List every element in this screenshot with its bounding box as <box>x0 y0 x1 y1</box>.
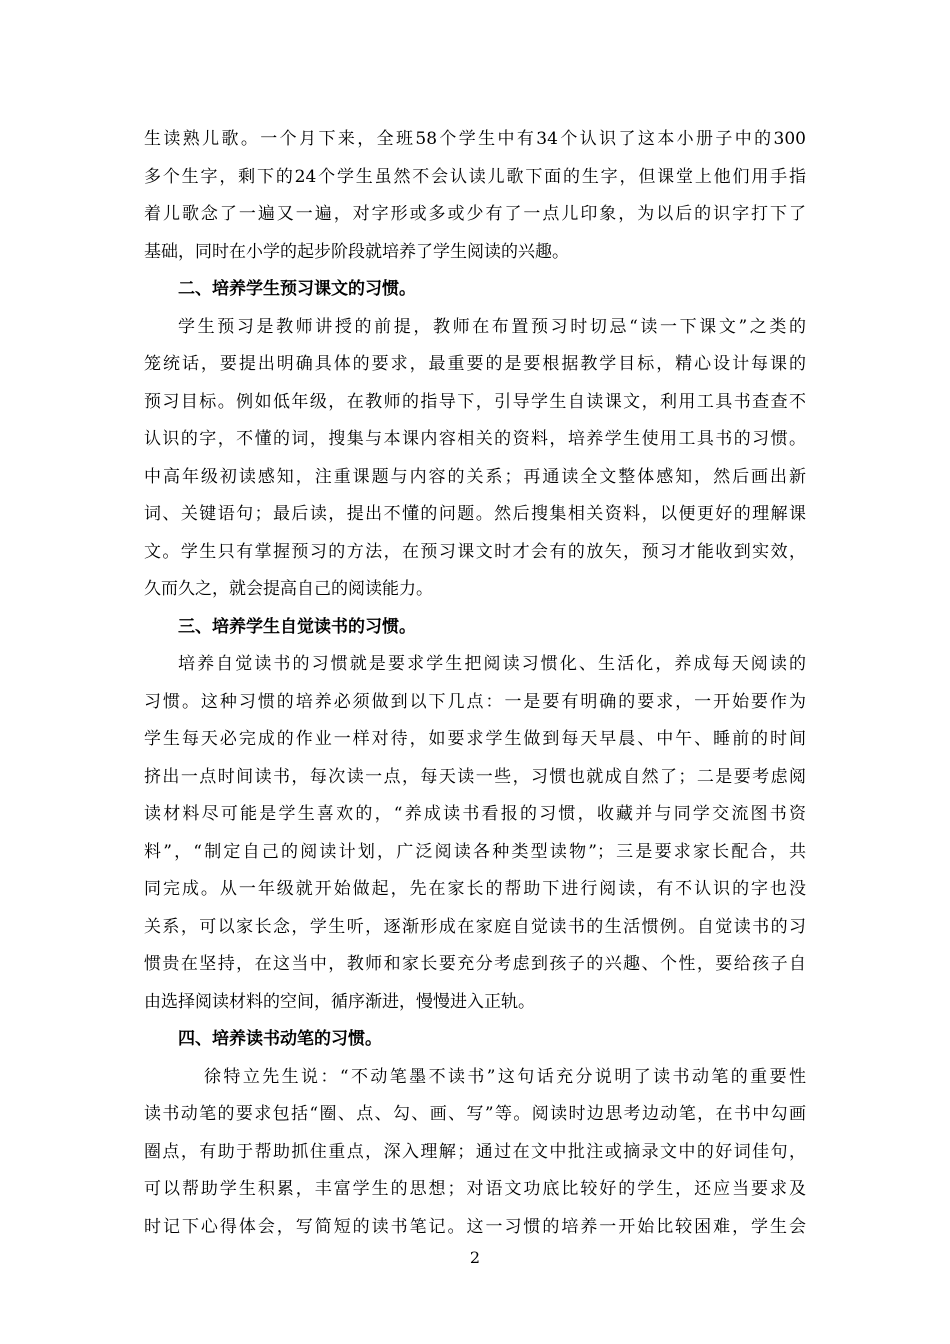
text-line: 认识的字，不懂的词，搜集与本课内容相关的资料，培养学生使用工具书的习惯。 <box>144 429 806 449</box>
text-line: 关系，可以家长念，学生听，逐渐形成在家庭自觉读书的生活惯例。自觉读书的习 <box>144 916 806 937</box>
text-line: 同完成。从一年级就开始做起，先在家长的帮助下进行阅读，有不认识的字也没 <box>144 879 806 899</box>
text-line: 多个生字，剩下的24个学生虽然不会认读儿歌下面的生字，但课堂上他们用手指 <box>144 166 806 187</box>
section-heading: 二、培养学生预习课文的习惯。 <box>178 279 416 299</box>
text-line: 着儿歌念了一遍又一遍，对字形或多或少有了一点儿印象，为以后的识字打下了 <box>144 204 806 224</box>
text-line: 习惯。这种习惯的培养必须做到以下几点：一是要有明确的要求，一开始要作为 <box>144 691 806 712</box>
text-line: 基础，同时在小学的起步阶段就培养了学生阅读的兴趣。 <box>144 241 569 262</box>
text-line: 生读熟儿歌。一个月下来，全班58个学生中有34个认识了这本小册子中的300 <box>144 129 806 149</box>
text-line: 可以帮助学生积累，丰富学生的思想；对语文功底比较好的学生，还应当要求及 <box>144 1179 806 1199</box>
text-line: 惯贵在坚持，在这当中，教师和家长要充分考虑到孩子的兴趣、个性，要给孩子自 <box>144 954 806 974</box>
page-number: 2 <box>469 1248 481 1267</box>
text-line: 读材料尽可能是学生喜欢的，“养成读书看报的习惯，收藏并与同学交流图书资 <box>144 804 806 824</box>
text-line: 培养自觉读书的习惯就是要求学生把阅读习惯化、生活化，养成每天阅读的 <box>178 654 806 674</box>
text-line: 久而久之，就会提高自己的阅读能力。 <box>144 579 433 599</box>
text-line: 文。学生只有掌握预习的方法，在预习课文时才会有的放矢，预习才能收到实效， <box>144 541 806 562</box>
text-line: 挤出一点时间读书，每次读一点，每天读一些，习惯也就成自然了；二是要考虑阅 <box>144 766 806 787</box>
text-line: 笼统话，要提出明确具体的要求，最重要的是要根据教学目标，精心设计每课的 <box>144 354 806 374</box>
text-line: 学生预习是教师讲授的前提，教师在布置预习时切忌“读一下课文”之类的 <box>178 316 806 337</box>
text-line: 读书动笔的要求包括“圈、点、勾、画、写”等。阅读时边思考边动笔，在书中勾画 <box>144 1104 806 1124</box>
text-line: 中高年级初读感知，注重课题与内容的关系；再通读全文整体感知，然后画出新 <box>144 466 806 487</box>
text-line: 料”，“制定自己的阅读计划，广泛阅读各种类型读物”；三是要求家长配合，共 <box>144 841 806 862</box>
text-line: 时记下心得体会，写简短的读书笔记。这一习惯的培养一开始比较困难，学生会 <box>144 1216 806 1237</box>
text-line: 圈点，有助于帮助抓住重点，深入理解；通过在文中批注或摘录文中的好词佳句， <box>144 1141 806 1162</box>
section-heading: 四、培养读书动笔的习惯。 <box>178 1029 382 1049</box>
text-line: 由选择阅读材料的空间，循序渐进，慢慢进入正轨。 <box>144 991 535 1012</box>
section-heading: 三、培养学生自觉读书的习惯。 <box>178 616 416 637</box>
text-line: 学生每天必完成的作业一样对待，如要求学生做到每天早晨、中午、睡前的时间 <box>144 729 806 749</box>
text-line: 徐特立先生说：“不动笔墨不读书”这句话充分说明了读书动笔的重要性 <box>204 1066 806 1087</box>
text-line: 预习目标。例如低年级，在教师的指导下，引导学生自读课文，利用工具书查查不 <box>144 391 806 412</box>
text-line: 词、关键语句；最后读，提出不懂的问题。然后搜集相关资料，以便更好的理解课 <box>144 504 806 524</box>
document-body <box>144 121 806 1246</box>
